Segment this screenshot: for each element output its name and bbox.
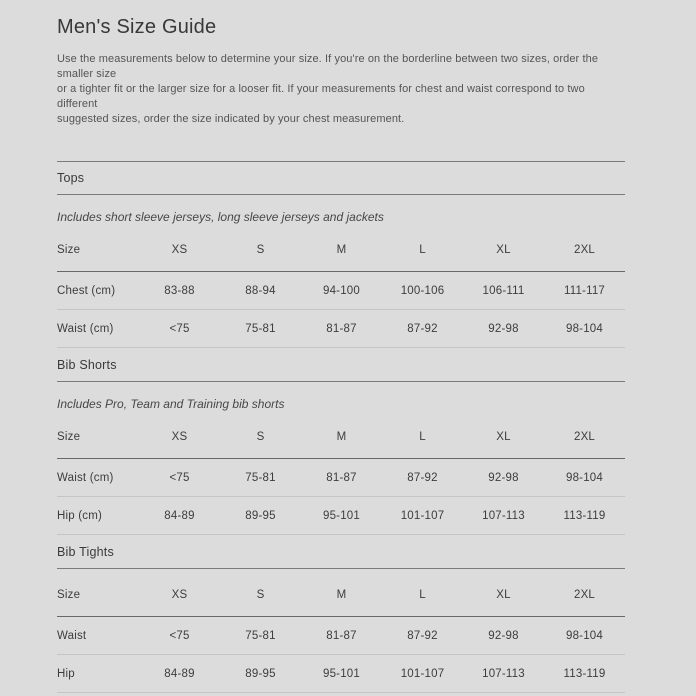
table-cell: 87-92: [407, 471, 438, 484]
table-cell: 101-107: [400, 667, 445, 680]
column-header: M: [336, 244, 347, 256]
table-cell: 81-87: [326, 629, 357, 642]
table-cell: 84-89: [164, 667, 195, 680]
table-cell: 98-104: [565, 629, 603, 642]
table-cell: 87-92: [407, 629, 438, 642]
table-cell: 98-104: [565, 322, 603, 335]
table-cell: 111-117: [563, 284, 606, 297]
table-cell: 92-98: [488, 322, 519, 335]
column-header: L: [419, 244, 426, 256]
column-header: S: [256, 589, 265, 601]
table-cell: 92-98: [488, 471, 519, 484]
column-header: Size: [57, 589, 81, 601]
table-cell: 75-81: [245, 471, 276, 484]
column-header: 2XL: [573, 589, 596, 601]
section-title-tops: Tops: [57, 161, 625, 195]
size-table-bib-shorts: [57, 411, 625, 535]
column-header: S: [256, 431, 265, 443]
row-label: Hip (cm): [57, 509, 103, 522]
table-row: [57, 459, 625, 497]
column-header: 2XL: [573, 431, 596, 443]
table-cell: 107-113: [482, 667, 525, 680]
table-cell: 81-87: [326, 471, 357, 484]
section-desc-tops: Includes short sleeve jerseys, long sleeve jerseys and jackets: [57, 210, 384, 224]
column-header: M: [336, 589, 347, 601]
table-cell: 98-104: [565, 471, 603, 484]
table-header-row: [57, 569, 625, 617]
table-cell: 95-101: [322, 667, 360, 680]
column-header: XL: [496, 431, 511, 443]
column-header: XS: [171, 589, 188, 601]
table-cell: 89-95: [245, 509, 276, 522]
column-header: Size: [57, 244, 81, 256]
table-cell: 81-87: [326, 322, 357, 335]
section-title-bib-tights: Bib Tights: [57, 535, 625, 569]
table-row: [57, 310, 625, 348]
table-cell: 100-106: [400, 284, 445, 297]
section-bib-tights: [57, 535, 625, 693]
table-cell: 88-94: [245, 284, 276, 297]
section-bib-shorts: [57, 348, 625, 535]
section-tops: [57, 161, 625, 348]
table-cell: 84-89: [164, 509, 195, 522]
column-header: XS: [171, 431, 188, 443]
table-cell: 113-119: [563, 667, 606, 680]
table-cell: 92-98: [488, 629, 519, 642]
size-table-bib-tights: [57, 569, 625, 693]
column-header: XL: [496, 589, 511, 601]
table-cell: 113-119: [563, 509, 606, 522]
row-label: Chest (cm): [57, 284, 116, 297]
column-header: XS: [171, 244, 188, 256]
column-header: L: [419, 589, 426, 601]
table-header-row: [57, 224, 625, 272]
intro-text: [57, 52, 625, 127]
table-cell: 95-101: [322, 509, 360, 522]
row-label: Waist: [57, 629, 87, 642]
table-cell: 107-113: [482, 509, 525, 522]
row-label: Waist (cm): [57, 322, 114, 335]
table-cell: 89-95: [245, 667, 276, 680]
table-cell: 75-81: [245, 629, 276, 642]
table-cell: <75: [169, 471, 190, 484]
table-cell: 94-100: [322, 284, 360, 297]
row-label: Waist (cm): [57, 471, 114, 484]
column-header: L: [419, 431, 426, 443]
intro-line: or a tighter fit or the larger size for a looser fit. If your measurements for chest and waist correspond to two different: [57, 83, 585, 110]
intro-line: suggested sizes, order the size indicated by your chest measurement.: [57, 113, 405, 125]
table-row: [57, 497, 625, 535]
table-cell: <75: [169, 629, 190, 642]
table-cell: 101-107: [400, 509, 445, 522]
column-header: XL: [496, 244, 511, 256]
table-cell: 106-111: [482, 284, 525, 297]
column-header: Size: [57, 431, 81, 443]
table-cell: 87-92: [407, 322, 438, 335]
section-desc-bib-shorts: Includes Pro, Team and Training bib shorts: [57, 397, 285, 411]
table-row: [57, 617, 625, 655]
row-label: Hip: [57, 667, 75, 680]
column-header: S: [256, 244, 265, 256]
size-table-tops: [57, 224, 625, 348]
section-title-bib-shorts: Bib Shorts: [57, 348, 625, 382]
column-header: M: [336, 431, 347, 443]
table-cell: <75: [169, 322, 190, 335]
page-title: Men's Size Guide: [57, 16, 217, 38]
intro-line: Use the measurements below to determine your size. If you're on the borderline between two sizes, order the smaller size: [57, 53, 599, 80]
table-cell: 75-81: [245, 322, 276, 335]
table-row: [57, 272, 625, 310]
table-row: [57, 655, 625, 693]
column-header: 2XL: [573, 244, 596, 256]
table-header-row: [57, 411, 625, 459]
table-cell: 83-88: [164, 284, 195, 297]
